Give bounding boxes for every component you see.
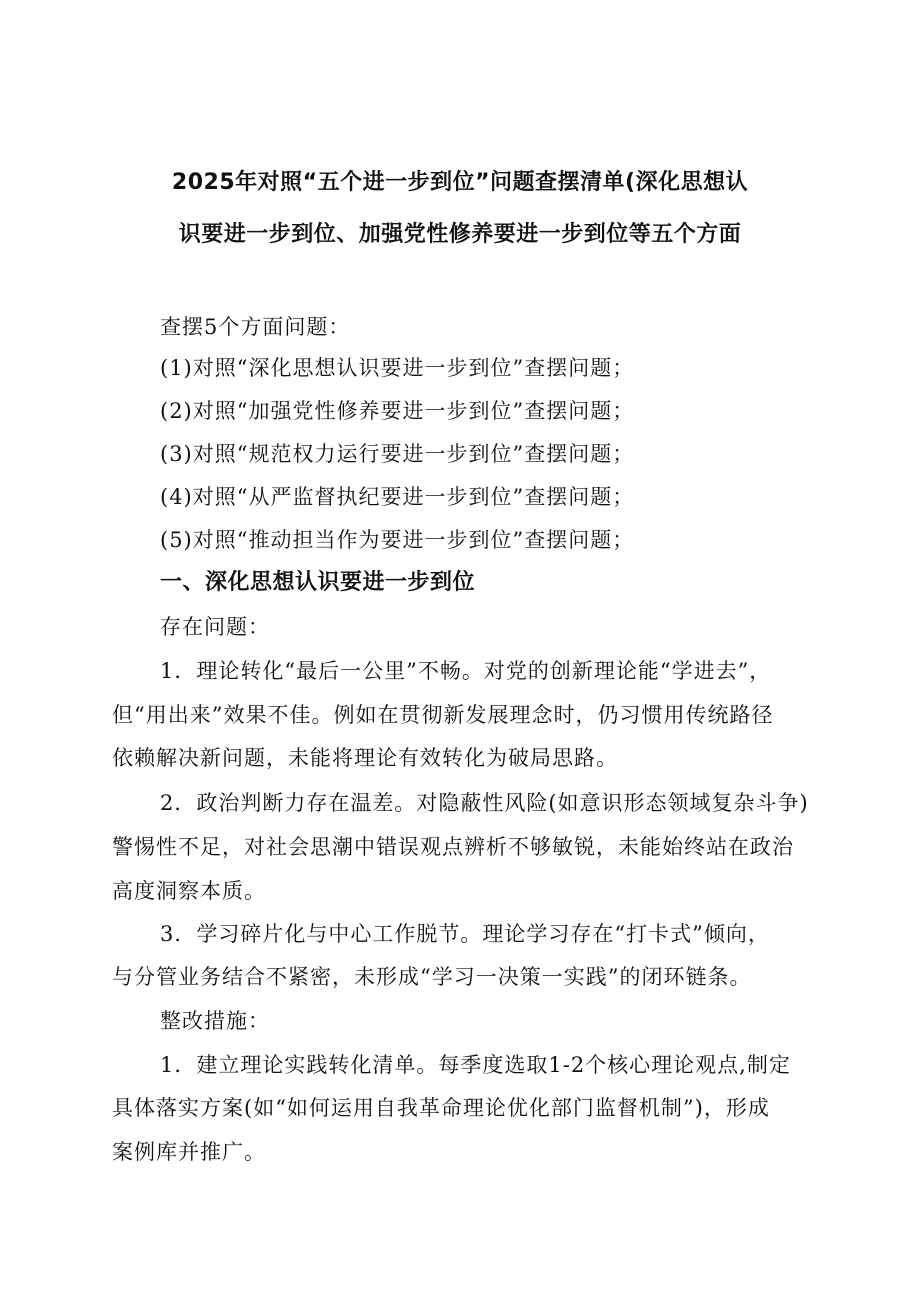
problems-label: 存在问题： xyxy=(160,615,270,639)
problem-2-line-2: 警惕性不足，对社会思潮中错误观点辨析不够敏锐，未能始终站在政治 xyxy=(112,835,794,859)
problem-1-line-2: 但“用出来”效果不佳。例如在贯彻新发展理念时，仍习惯用传统路径 xyxy=(112,703,774,727)
aspect-item-2: (2)对照“加强党性修养要进一步到位”查摆问题； xyxy=(160,399,635,423)
problem-2-line-3: 高度洞察本质。 xyxy=(112,879,266,903)
problem-2-line-1: 2．政治判断力存在温差。对隐蔽性风险(如意识形态领域复杂斗争) xyxy=(160,791,809,815)
aspect-item-3: (3)对照“规范权力运行要进一步到位”查摆问题； xyxy=(160,442,635,466)
section-1-heading: 一、深化思想认识要进一步到位 xyxy=(160,570,476,595)
measure-1-line-1: 1．建立理论实践转化清单。每季度选取1-2个核心理论观点,制定 xyxy=(160,1053,791,1077)
document-title-line-1: 2025年对照“五个进一步到位”问题查摆清单(深化思想认 xyxy=(171,170,749,195)
problem-3-line-1: 3．学习碎片化与中心工作脱节。理论学习存在“打卡式”倾向， xyxy=(160,922,770,946)
measure-1-line-3: 案例库并推广。 xyxy=(112,1140,266,1164)
measures-label: 整改措施： xyxy=(160,1009,270,1033)
aspect-item-1: (1)对照“深化思想认识要进一步到位”查摆问题； xyxy=(160,356,635,380)
document-title-line-2: 识要进一步到位、加强党性修养要进一步到位等五个方面 xyxy=(178,222,742,247)
aspect-item-4: (4)对照“从严监督执纪要进一步到位”查摆问题； xyxy=(160,485,635,509)
problem-3-line-2: 与分管业务结合不紧密，未形成“学习一决策一实践”的闭环链条。 xyxy=(112,965,752,989)
aspect-item-5: (5)对照“推动担当作为要进一步到位”查摆问题； xyxy=(160,528,635,552)
problem-1-line-3: 依赖解决新问题，未能将理论有效转化为破局思路。 xyxy=(112,746,618,770)
measure-1-line-2: 具体落实方案(如“如何运用自我革命理论优化部门监督机制”)，形成 xyxy=(112,1096,770,1120)
intro-text: 查摆5个方面问题： xyxy=(160,315,351,339)
problem-1-line-1: 1．理论转化“最后一公里”不畅。对党的创新理论能“学进去”， xyxy=(160,659,772,683)
